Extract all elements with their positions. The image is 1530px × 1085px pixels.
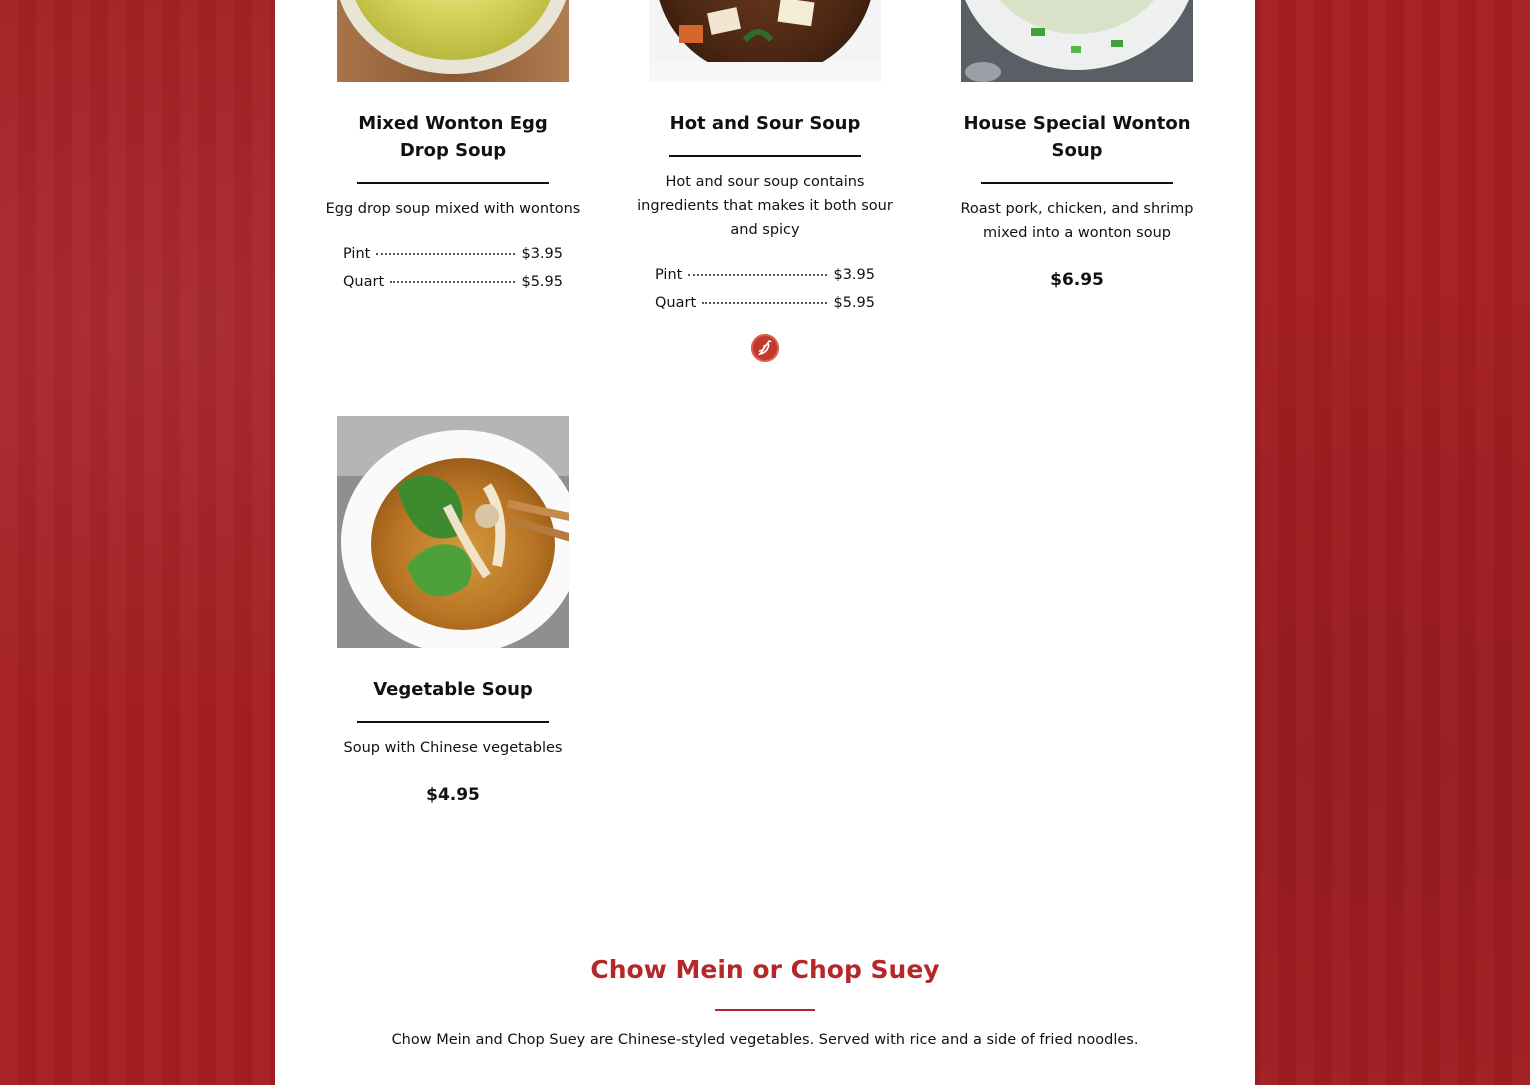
menu-panel xyxy=(275,0,1255,1085)
section-description: Chow Mein and Chop Suey are Chinese-styled vegetables. Served with rice and a side of fried noodles. xyxy=(391,1032,1139,1048)
price-row-pint xyxy=(655,267,875,283)
section-divider xyxy=(715,1009,815,1011)
item-price: $6.95 xyxy=(1050,270,1104,290)
price-row-pint xyxy=(343,246,563,262)
section-title: Chow Mein or Chop Suey xyxy=(590,955,940,984)
price-value: $5.95 xyxy=(833,295,875,311)
price-value: $3.95 xyxy=(833,267,875,283)
item-divider xyxy=(669,155,861,157)
price-row-quart xyxy=(655,295,875,311)
size-label: Quart xyxy=(343,274,385,290)
item-name: House Special Wonton Soup xyxy=(963,113,1191,161)
item-name: Hot and Sour Soup xyxy=(669,113,861,134)
leader-dots xyxy=(390,280,515,283)
wonton-soup-photo xyxy=(961,0,1193,82)
item-price: $4.95 xyxy=(426,785,480,805)
hot-sour-soup-photo xyxy=(649,0,881,82)
item-divider xyxy=(357,182,549,184)
size-label: Quart xyxy=(655,295,697,311)
size-label: Pint xyxy=(655,267,683,283)
item-name: Mixed Wonton Egg Drop Soup xyxy=(358,113,548,161)
price-row-quart xyxy=(343,274,563,290)
leader-dots xyxy=(688,273,827,276)
chili-pepper-icon xyxy=(751,334,779,362)
price-value: $3.95 xyxy=(521,246,563,262)
egg-drop-soup-photo xyxy=(337,0,569,82)
leader-dots xyxy=(702,301,827,304)
item-name: Vegetable Soup xyxy=(373,679,533,700)
price-value: $5.95 xyxy=(521,274,563,290)
size-label: Pint xyxy=(343,246,371,262)
item-divider xyxy=(357,721,549,723)
item-description: Egg drop soup mixed with wontons xyxy=(325,201,581,217)
item-description: Soup with Chinese vegetables xyxy=(343,740,563,756)
item-description: Hot and sour soup contains ingredients that makes it both sour and spicy xyxy=(637,174,893,238)
leader-dots xyxy=(376,252,515,255)
item-description: Roast pork, chicken, and shrimp mixed into a wonton soup xyxy=(960,201,1194,241)
vegetable-soup-photo xyxy=(337,416,569,648)
item-divider xyxy=(981,182,1173,184)
